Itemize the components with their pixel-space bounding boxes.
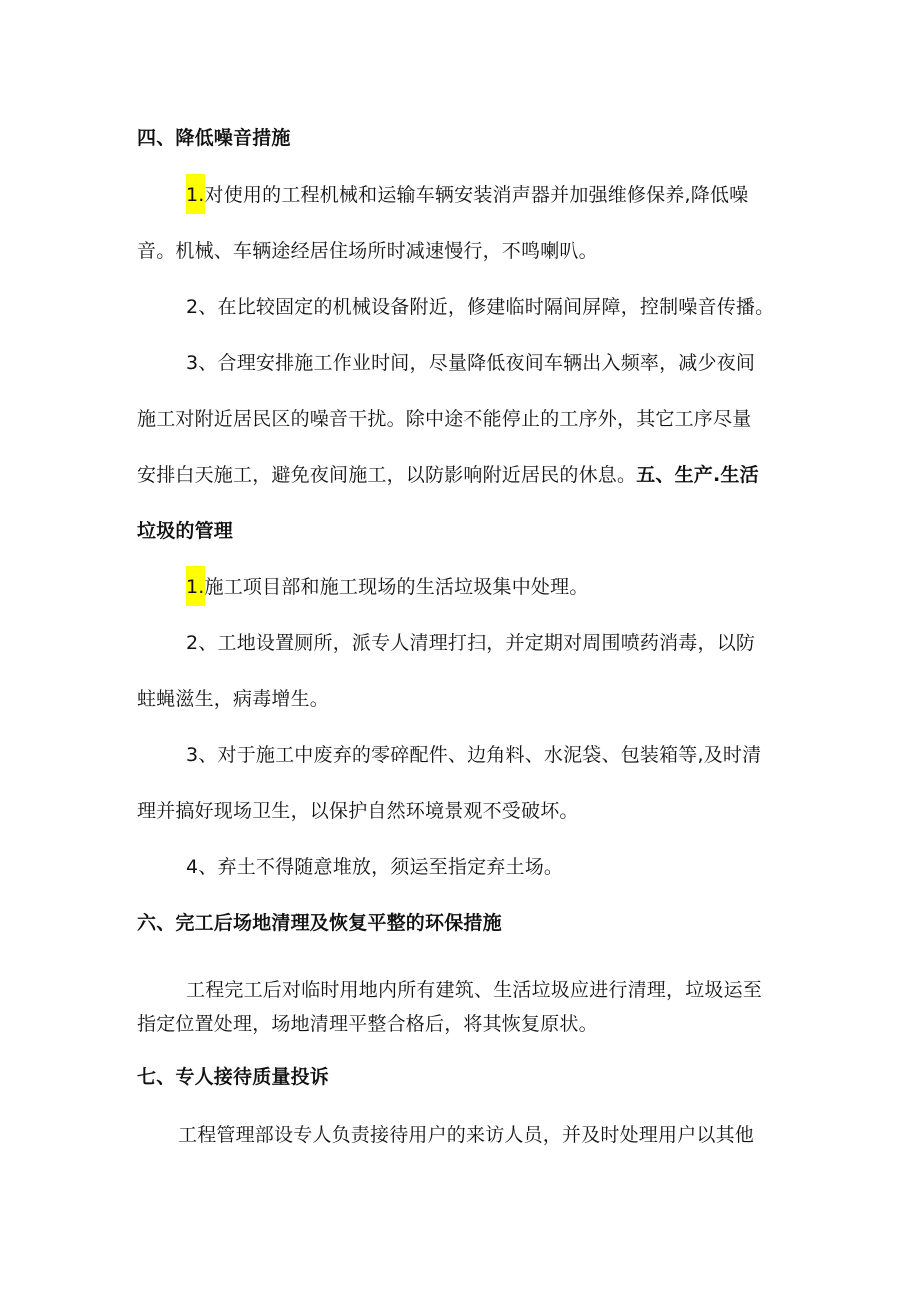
section-6-heading: 六、完工后场地清理及恢复平整的环保措施	[137, 912, 502, 934]
section-4-heading: 四、降低噪音措施	[137, 127, 291, 149]
section-6-paragraph-1-line-1: 工程完工后对临时用地内所有建筑、生活垃圾应进行清理，垃圾运至	[186, 979, 763, 1001]
section-7-paragraph-1-line-1: 工程管理部设专人负责接待用户的来访人员，并及时处理用户以其他	[178, 1124, 755, 1146]
section-4-paragraph-3-line-3	[137, 462, 797, 488]
section-5-paragraph-2-line-2: 蛀蝇滋生，病毒增生。	[137, 688, 330, 710]
section-4-paragraph-3-line-1: 3、合理安排施工作业时间，尽量降低夜间车辆出入频率，减少夜间	[186, 352, 756, 374]
paragraph-text: 对使用的工程机械和运输车辆安装消声器并加强维修保养,降低噪	[204, 184, 749, 206]
section-4-paragraph-1-line-2: 音。机械、车辆途经居住场所时减速慢行，不鸣喇叭。	[137, 240, 598, 262]
section-7-heading: 七、专人接待质量投诉	[137, 1066, 330, 1088]
highlighted-list-number: 1.	[186, 174, 205, 214]
section-4-paragraph-1-line-1	[186, 182, 846, 214]
section-5-paragraph-4: 4、弃土不得随意堆放，须运至指定弃土场。	[186, 856, 564, 878]
paragraph-text: 施工项目部和施工现场的生活垃圾集中处理。	[204, 576, 589, 598]
paragraph-text: 安排白天施工，避免夜间施工，以防影响附近居民的休息。	[137, 464, 637, 486]
section-5-heading-part-1: 五、生产.生活	[636, 464, 759, 486]
section-4-paragraph-2: 2、在比较固定的机械设备附近，修建临时隔间屏障，控制噪音传播。	[186, 296, 775, 318]
section-6-paragraph-1-line-2: 指定位置处理，场地清理平整合格后，将其恢复原状。	[137, 1013, 598, 1035]
section-5-paragraph-2-line-1: 2、工地设置厕所，派专人清理打扫，并定期对周围喷药消毒，以防	[186, 632, 756, 654]
section-5-paragraph-3-line-1: 3、对于施工中废弃的零碎配件、边角料、水泥袋、包装箱等,及时清	[186, 744, 762, 766]
section-4-paragraph-3-line-2: 施工对附近居民区的噪音干扰。除中途不能停止的工序外，其它工序尽量	[137, 408, 752, 430]
section-5-heading-part-2: 垃圾的管理	[137, 520, 234, 542]
highlighted-list-number: 1.	[186, 566, 205, 606]
section-5-paragraph-1	[186, 574, 846, 606]
section-5-paragraph-3-line-2: 理并搞好现场卫生，以保护自然环境景观不受破坏。	[137, 800, 579, 822]
